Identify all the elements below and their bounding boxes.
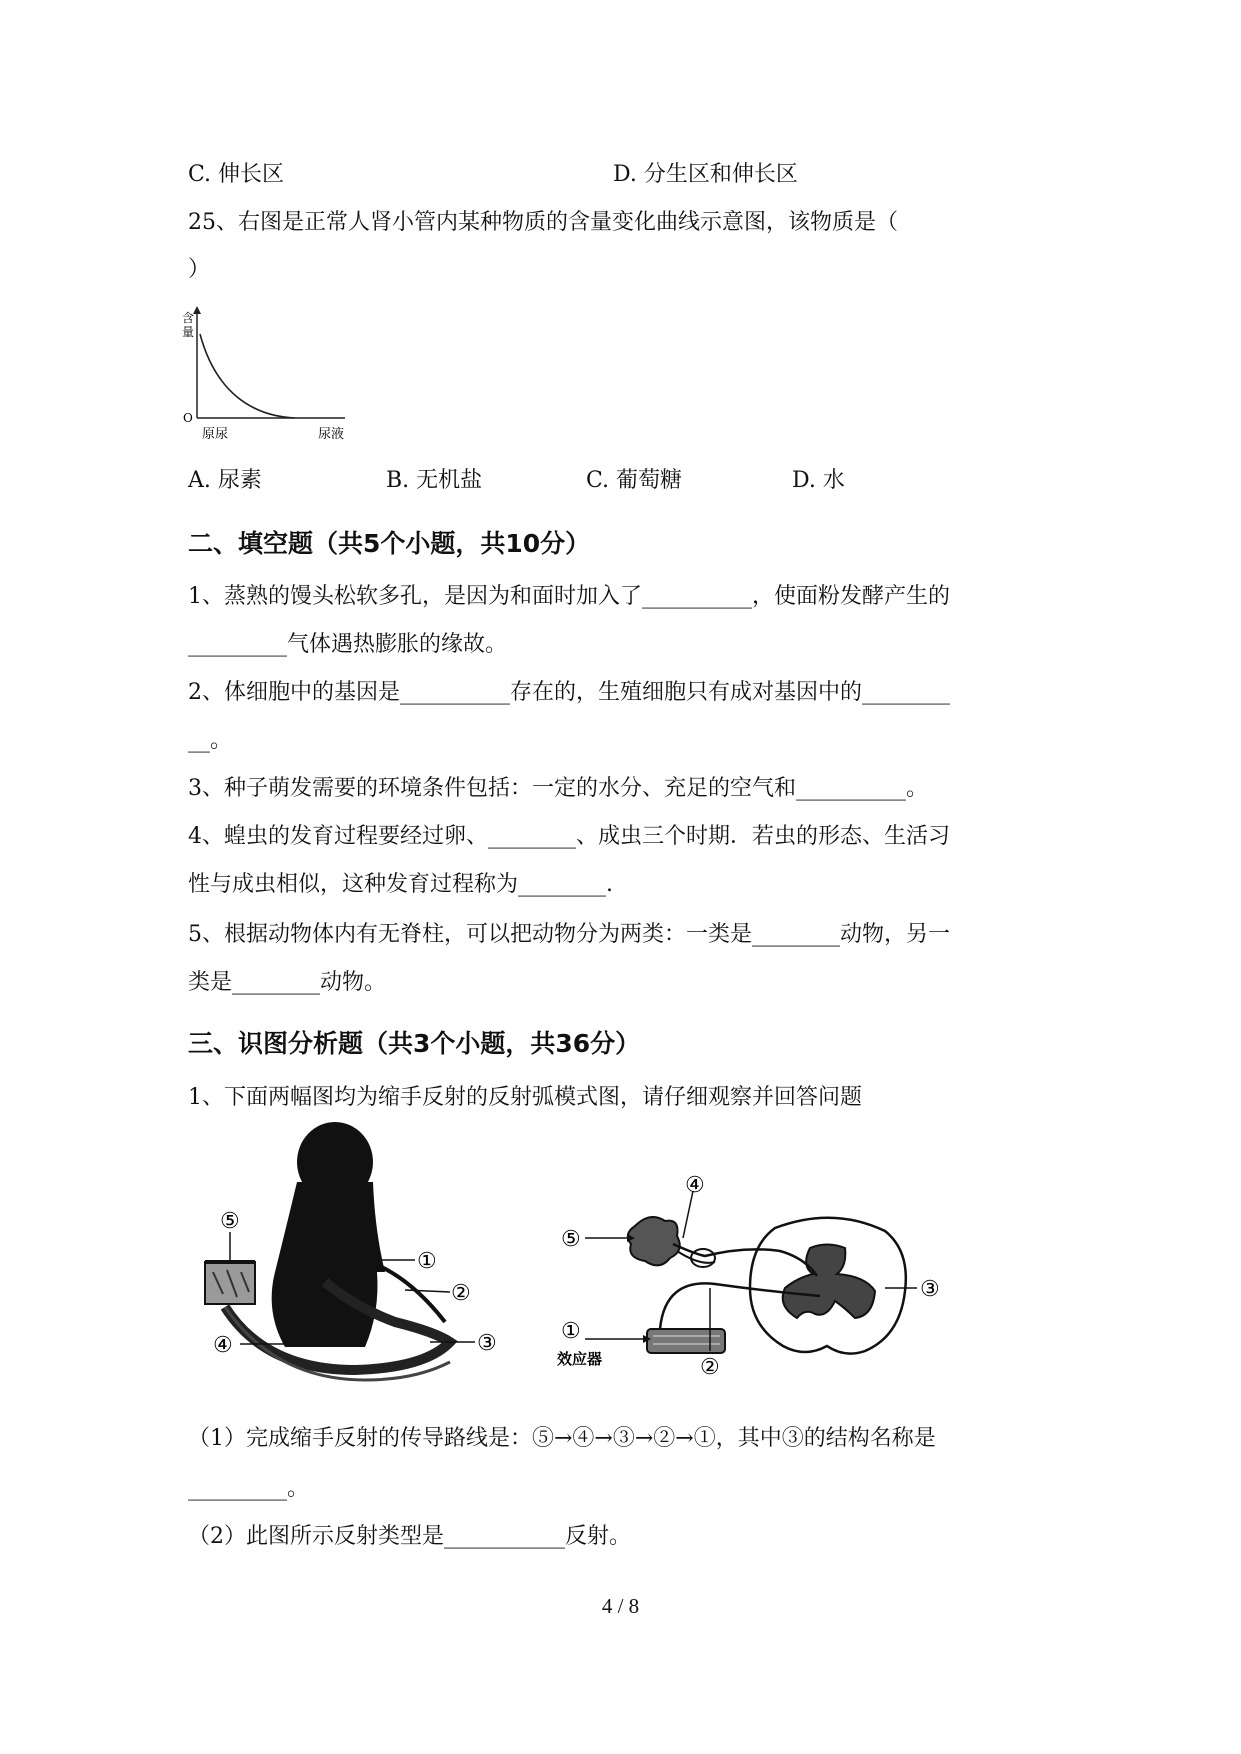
s3-sub1-line1: （1）完成缩手反射的传导路线是：⑤→④→③→②→①，其中③的结构名称是: [188, 1426, 936, 1451]
left-label-3: ③: [477, 1331, 497, 1356]
q25-option-d: D. 水: [792, 468, 845, 493]
right-label-1: ①: [561, 1319, 581, 1344]
gray-matter: [783, 1245, 875, 1319]
s2-q5-line1: 5、根据动物体内有无脊柱，可以把动物分为两类：一类是________动物，另一: [188, 922, 950, 947]
s2-q2-line2: __。: [188, 728, 233, 753]
page-number: 4 / 8: [601, 1594, 640, 1618]
left-label-1: ①: [417, 1249, 437, 1274]
q24-option-d: D. 分生区和伸长区: [613, 162, 798, 187]
section3-title: 三、识图分析题（共3个小题，共36分）: [188, 1029, 641, 1058]
graph-y-label-top: 含: [182, 311, 195, 325]
left-label-5: ⑤: [220, 1209, 240, 1234]
graph-origin: O: [183, 411, 193, 425]
right-label-effector: 效应器: [557, 1350, 603, 1368]
receptor-blob: [628, 1217, 680, 1265]
graph-curve: [200, 334, 295, 418]
right-label-4: ④: [685, 1173, 705, 1198]
s2-q3: 3、种子萌发需要的环境条件包括：一定的水分、充足的空气和__________。: [188, 776, 928, 801]
s2-q4-line2: 性与成虫相似，这种发育过程称为________.: [188, 872, 613, 897]
stimulus-cup: [205, 1262, 255, 1304]
right-label-3: ③: [920, 1277, 940, 1302]
effector-muscle: [647, 1329, 725, 1353]
s2-q5-line2: 类是________动物。: [188, 970, 387, 995]
q25-option-a: A. 尿素: [188, 468, 262, 493]
s3-sub2: （2）此图所示反射类型是___________反射。: [188, 1524, 631, 1549]
reflex-arc-figure-left: [205, 1122, 535, 1397]
graph-y-label-bottom: 量: [182, 325, 195, 339]
graph-x-end: 尿液: [318, 427, 345, 442]
s3-sub1-line2: _________。: [188, 1476, 310, 1501]
q25-option-b: B. 无机盐: [386, 468, 483, 493]
q24-option-c: C. 伸长区: [188, 162, 285, 187]
s2-q4-line1: 4、蝗虫的发育过程要经过卵、________、成虫三个时期．若虫的形态、生活习: [188, 824, 950, 849]
right-label-5: ⑤: [561, 1227, 581, 1252]
left-label-2: ②: [451, 1281, 471, 1306]
s2-q1-line1: 1、蒸熟的馒头松软多孔，是因为和面时加入了__________，使面粉发酵产生的: [188, 584, 950, 609]
section2-title: 二、填空题（共5个小题，共10分）: [188, 529, 591, 558]
q25-option-c: C. 葡萄糖: [586, 468, 683, 493]
q25-stem-line2: ）: [188, 257, 211, 282]
q25-stem-line1: 25、右图是正常人肾小管内某种物质的含量变化曲线示意图，该物质是（: [188, 210, 898, 235]
graph-x-start: 原尿: [202, 427, 229, 442]
reflex-arc-figure-right: [557, 1173, 995, 1406]
left-label-4: ④: [213, 1333, 233, 1358]
s2-q1-line2: _________气体遇热膨胀的缘故。: [188, 632, 508, 657]
graph-y-arrow: [193, 306, 201, 314]
q25-graph: [180, 300, 380, 460]
s3-q1-stem: 1、下面两幅图均为缩手反射的反射弧模式图，请仔细观察并回答问题: [188, 1085, 862, 1110]
right-label-2: ②: [700, 1355, 720, 1380]
s2-q2-line1: 2、体细胞中的基因是__________存在的，生殖细胞只有成对基因中的________: [188, 680, 950, 705]
